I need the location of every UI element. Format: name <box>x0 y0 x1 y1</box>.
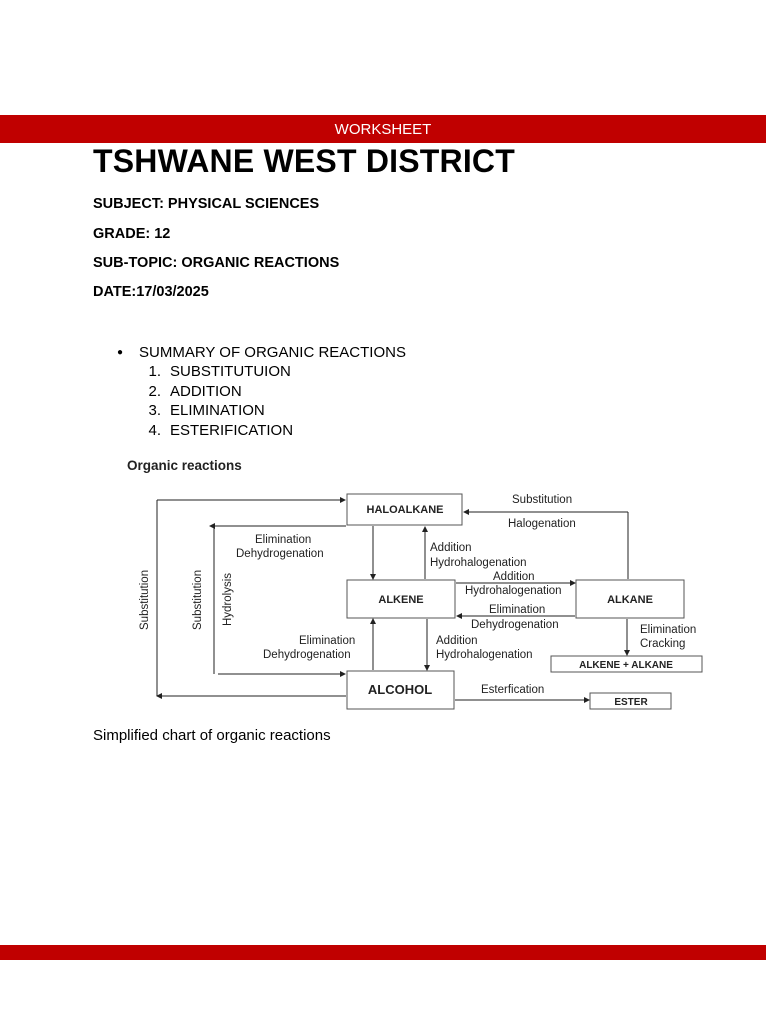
list-item-number: 4. <box>148 421 161 439</box>
date-line: DATE:17/03/2025 <box>93 284 209 300</box>
list-item-label: ELIMINATION <box>170 402 265 420</box>
header-band <box>0 115 766 143</box>
list-item <box>117 382 406 402</box>
list-item-number: 1. <box>148 363 161 381</box>
label-substitution-top: Substitution <box>512 494 573 506</box>
summary-heading-row <box>117 343 406 362</box>
list-item-label: ESTERIFICATION <box>170 421 294 439</box>
list-item <box>117 401 406 421</box>
summary-heading: SUMMARY OF ORGANIC REACTIONS <box>139 344 406 361</box>
alcohol-label: ALCOHOL <box>367 682 433 697</box>
label-substitution-outer: Substitution <box>139 569 151 630</box>
alkene-alkane-label: ALKENE + ALKANE <box>579 660 673 671</box>
label-elimination-2: Elimination <box>489 604 546 616</box>
label-substitution-inner: Substitution <box>192 569 204 630</box>
label-elimination-3: Elimination <box>640 624 697 636</box>
page-title: TSHWANE WEST DISTRICT <box>93 143 515 179</box>
organic-reactions-diagram <box>0 450 768 720</box>
label-elimination-1: Elimination <box>255 534 312 546</box>
reaction-types-list <box>117 362 406 440</box>
label-addition-2: Addition <box>493 571 535 583</box>
grade-line: GRADE: 12 <box>93 226 171 242</box>
label-hydrohalogenation-3: Hydrohalogenation <box>436 649 533 661</box>
label-addition-3: Addition <box>436 635 478 647</box>
subtopic-line: SUB-TOPIC: ORGANIC REACTIONS <box>93 255 340 271</box>
list-item-number: 3. <box>148 402 161 420</box>
diagram-caption: Simplified chart of organic reactions <box>93 727 331 744</box>
label-cracking: Cracking <box>640 638 686 650</box>
worksheet-label: WORKSHEET <box>334 120 432 138</box>
ester-label: ESTER <box>614 697 648 708</box>
alkane-label: ALKANE <box>607 594 653 606</box>
summary-list <box>117 343 406 440</box>
label-dehydrogenation-4: Dehydrogenation <box>263 649 351 661</box>
label-esterification: Esterfication <box>481 684 545 696</box>
label-elimination-4: Elimination <box>299 635 356 647</box>
label-hydrohalogenation-1: Hydrohalogenation <box>430 557 527 569</box>
label-halogenation: Halogenation <box>508 518 576 530</box>
list-item-label: ADDITION <box>170 382 242 400</box>
list-item <box>117 362 406 382</box>
bullet-icon: ● <box>117 347 124 358</box>
alkene-label: ALKENE <box>378 594 424 606</box>
label-dehydrogenation-2: Dehydrogenation <box>471 619 559 631</box>
haloalkane-label: HALOALKANE <box>366 504 444 516</box>
footer-band <box>0 945 766 960</box>
subject-line: SUBJECT: PHYSICAL SCIENCES <box>93 196 320 212</box>
label-dehydrogenation-1: Dehydrogenation <box>236 548 324 560</box>
list-item <box>117 421 406 441</box>
label-addition-1: Addition <box>430 542 472 554</box>
label-hydrohalogenation-2: Hydrohalogenation <box>465 585 562 597</box>
diagram-title: Organic reactions <box>127 458 242 473</box>
label-hydrolysis: Hydrolysis <box>222 572 234 626</box>
list-item-label: SUBSTITUTUION <box>170 363 291 381</box>
list-item-number: 2. <box>148 382 161 400</box>
